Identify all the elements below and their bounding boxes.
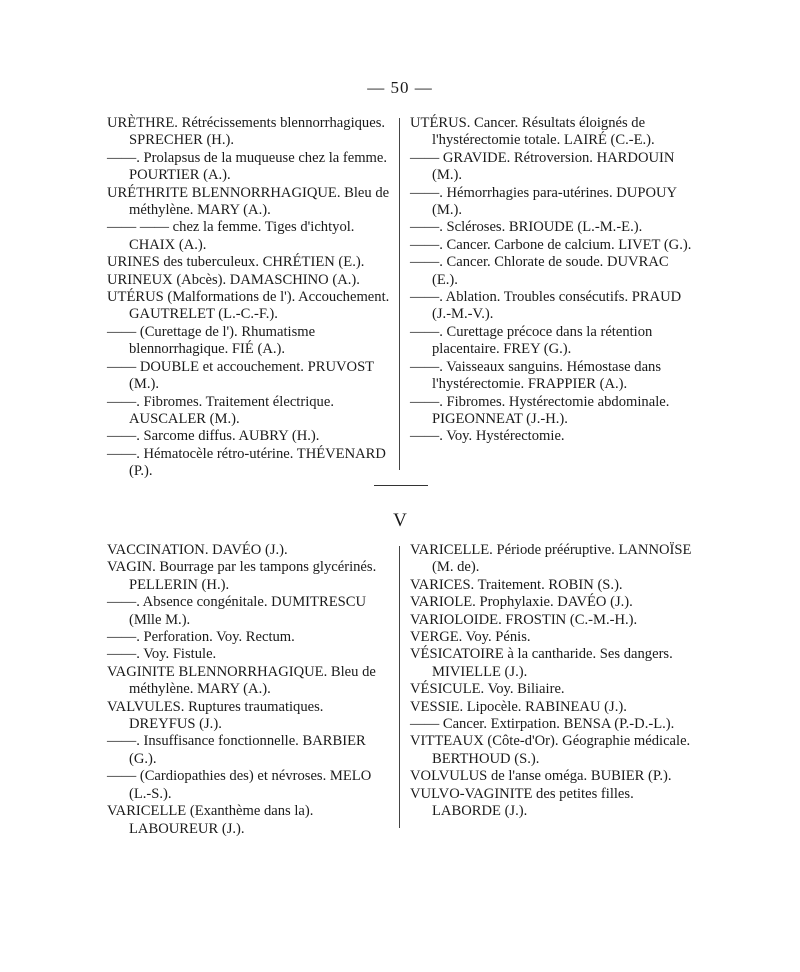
index-entry: VESSIE. Lipocèle. RABINEAU (J.).	[410, 698, 627, 715]
index-entry: ——. Cancer. Chlorate de soude. DUVRAC (E.).	[410, 254, 669, 288]
index-column-u-left	[107, 115, 391, 481]
index-entry: —— DOUBLE et accouchement. PRUVOST (M.).	[107, 358, 374, 393]
index-entry: ——. Curettage précoce dans la rétention placentaire. FREY (G.).	[410, 323, 653, 358]
index-entry: VAGIN. Bourrage par les tampons glycérinés. PELLERIN (H.).	[107, 559, 377, 593]
index-entry: VARIOLOIDE. FROSTIN (C.-M.-H.).	[410, 611, 638, 628]
index-entry: —— —— chez la femme. Tiges d'ichtyol. CHAIX (A.).	[107, 219, 355, 253]
index-entry: ——. Fibromes. Traitement électrique. AUSCALER (M.).	[107, 393, 334, 427]
index-entry: VERGE. Voy. Pénis.	[410, 629, 531, 646]
index-entry: URÈTHRE. Rétrécissements blennorrhagiques. SPRECHER (H.).	[107, 115, 386, 149]
index-entry: VULVO-VAGINITE des petites filles. LABORDE (J.).	[410, 785, 634, 820]
index-entry: VITTEAUX (Côte-d'Or). Géographie médicale. BERTHOUD (S.).	[410, 733, 691, 767]
index-entry: ——. Absence congénitale. DUMITRESCU (Mlle M.).	[107, 594, 366, 628]
page-number: — 50 —	[367, 78, 433, 97]
index-entry: —— (Curettage de l'). Rhumatisme blennorrhagique. FIÉ (A.).	[107, 323, 316, 358]
index-entry: —— (Cardiopathies des) et névroses. MELO (L.-S.).	[107, 768, 372, 802]
index-entry: VARICELLE. Période prééruptive. LANNOÏSE (M. de).	[410, 542, 692, 576]
index-entry: ——. Hématocèle rétro-utérine. THÉVENARD (P.).	[107, 445, 386, 480]
index-entry: UTÉRUS (Malformations de l'). Accouchement. GAUTRELET (L.-C.-F.).	[107, 289, 390, 323]
index-entry: ——. Voy. Hystérectomie.	[410, 428, 565, 445]
index-column-v-right	[410, 542, 694, 821]
index-entry: ——. Prolapsus de la muqueuse chez la femme. POURTIER (A.).	[107, 149, 388, 184]
index-entry: URÉTHRITE BLENNORRHAGIQUE. Bleu de méthylène. MARY (A.).	[107, 184, 390, 219]
index-entry: ——. Insuffisance fonctionnelle. BARBIER (G.).	[107, 733, 366, 767]
index-entry: —— GRAVIDE. Rétroversion. HARDOUIN (M.).	[410, 149, 675, 184]
index-column-v-left	[107, 542, 391, 838]
index-entry: VARICES. Traitement. ROBIN (S.).	[410, 576, 623, 593]
index-entry: VÉSICATOIRE à la cantharide. Ses dangers. MIVIELLE (J.).	[410, 646, 673, 680]
index-entry: VÉSICULE. Voy. Biliaire.	[410, 681, 565, 698]
index-entry: VARIOLE. Prophylaxie. DAVÉO (J.).	[410, 594, 633, 611]
index-entry: ——. Hémorrhagies para-utérines. DUPOUY (M.).	[410, 184, 677, 219]
index-entry: URINEUX (Abcès). DAMASCHINO (A.).	[107, 271, 360, 288]
index-entry: VOLVULUS de l'anse oméga. BUBIER (P.).	[410, 768, 672, 785]
index-entry: VACCINATION. DAVÉO (J.).	[107, 542, 288, 558]
index-entry: UTÉRUS. Cancer. Résultats éloignés de l'hystérectomie totale. LAIRÉ (C.-E.).	[410, 115, 655, 149]
index-entry: ——. Ablation. Troubles consécutifs. PRAUD (J.-M.-V.).	[410, 289, 682, 323]
index-entry: URINES des tuberculeux. CHRÉTIEN (E.).	[107, 254, 365, 271]
index-entry: ——. Scléroses. BRIOUDE (L.-M.-E.).	[410, 219, 643, 236]
column-divider	[399, 118, 400, 470]
index-entry: ——. Cancer. Carbone de calcium. LIVET (G.).	[410, 236, 692, 253]
index-entry: ——. Sarcome diffus. AUBRY (H.).	[107, 428, 320, 445]
index-entry: VALVULES. Ruptures traumatiques. DREYFUS (J.).	[107, 698, 324, 733]
index-entry: ——. Fibromes. Hystérectomie abdominale. PIGEONNEAT (J.-H.).	[410, 393, 670, 427]
index-entry: VAGINITE BLENNORRHAGIQUE. Bleu de méthylène. MARY (A.).	[107, 663, 376, 698]
section-letter: V	[393, 510, 407, 531]
index-entry: ——. Vaisseaux sanguins. Hémostase dans l'hystérectomie. FRAPPIER (A.).	[410, 358, 662, 393]
index-entry: ——. Perforation. Voy. Rectum.	[107, 629, 295, 646]
column-divider	[399, 546, 400, 828]
index-entry: ——. Voy. Fistule.	[107, 646, 217, 663]
section-divider	[374, 485, 428, 486]
index-entry: VARICELLE (Exanthème dans la). LABOUREUR (J.).	[107, 803, 314, 837]
index-column-u-right	[410, 115, 694, 446]
index-entry: —— Cancer. Extirpation. BENSA (P.-D.-L.).	[410, 716, 675, 733]
